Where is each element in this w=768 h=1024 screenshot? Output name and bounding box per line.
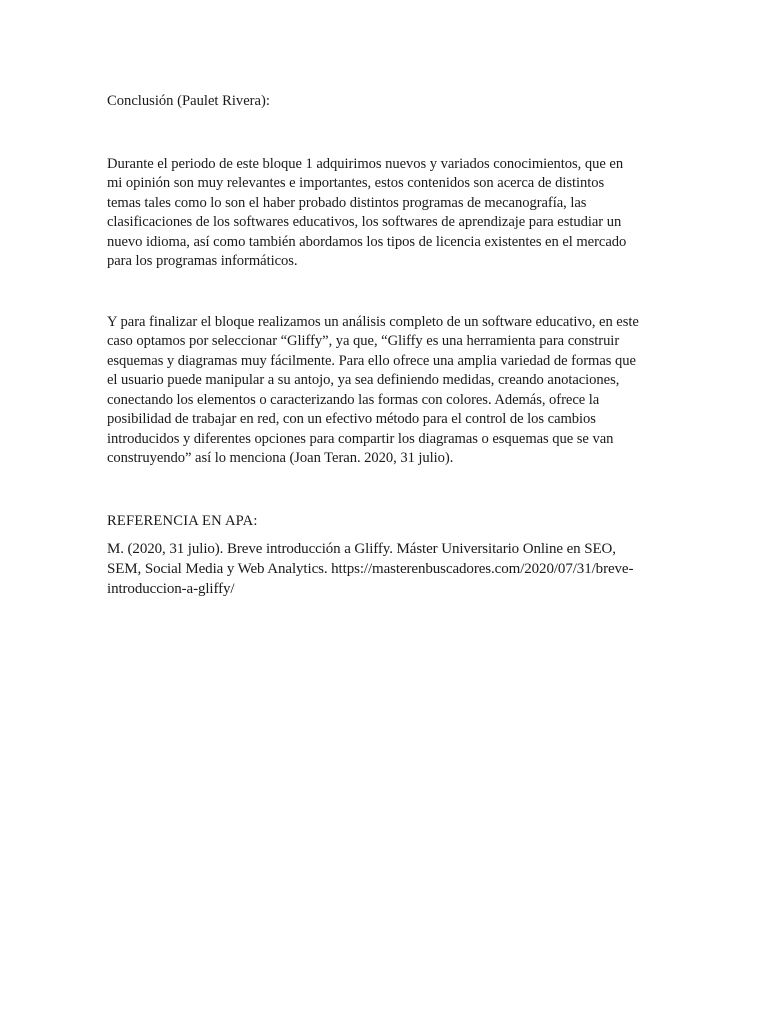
paragraph-line: construyendo” así lo menciona (Joan Teran. 2020, 31 julio). — [107, 450, 454, 466]
reference-heading: REFERENCIA EN APA: — [107, 512, 258, 529]
conclusion-heading: Conclusión (Paulet Rivera): — [107, 93, 270, 109]
paragraph-line: conectando los elementos o caracterizando las formas con colores. Además, ofrece la — [107, 391, 600, 408]
paragraph-line: el usuario puede manipular a su antojo, ya sea definiendo medidas, creando anotaciones, — [107, 372, 620, 388]
paragraph-line: posibilidad de trabajar en red, con un efectivo método para el control de los cambios — [107, 411, 596, 427]
paragraph-line: Durante el periodo de este bloque 1 adquirimos nuevos y variados conocimientos, que en — [107, 155, 624, 172]
reference-entry — [107, 539, 665, 599]
paragraph-line: nuevo idioma, así como también abordamos los tipos de licencia existentes en el mercado — [107, 233, 627, 250]
reference-line: M. (2020, 31 julio). Breve introducción a Gliffy. Máster Universitario Online en SEO, — [107, 541, 616, 557]
reference-line: SEM, Social Media y Web Analytics. https://masterenbuscadores.com/2020/07/31/breve- — [107, 561, 634, 577]
paragraph-line: temas tales como lo son el haber probado distintos programas de mecanografía, las — [107, 194, 587, 211]
paragraph-line: Y para finalizar el bloque realizamos un análisis completo de un software educativo, en este — [107, 313, 639, 330]
paragraph-conclusion — [107, 155, 665, 272]
paragraph-line: para los programas informáticos. — [107, 253, 298, 269]
paragraph-line: clasificaciones de los softwares educativos, los softwares de aprendizaje para estudiar un — [107, 214, 622, 230]
paragraph-line: introducidos y diferentes opciones para compartir los diagramas o esquemas que se van — [107, 430, 614, 447]
document-page — [107, 92, 665, 599]
paragraph-line: caso optamos por seleccionar “Gliffy”, ya que, “Gliffy es una herramienta para construir — [107, 333, 620, 349]
paragraph-line: mi opinión son muy relevantes e importantes, estos contenidos son acerca de distintos — [107, 175, 605, 191]
paragraph-analysis — [107, 313, 665, 469]
paragraph-line: esquemas y diagramas muy fácilmente. Para ello ofrece una amplia variedad de formas que — [107, 352, 636, 369]
reference-line: introduccion-a-gliffy/ — [107, 581, 235, 597]
